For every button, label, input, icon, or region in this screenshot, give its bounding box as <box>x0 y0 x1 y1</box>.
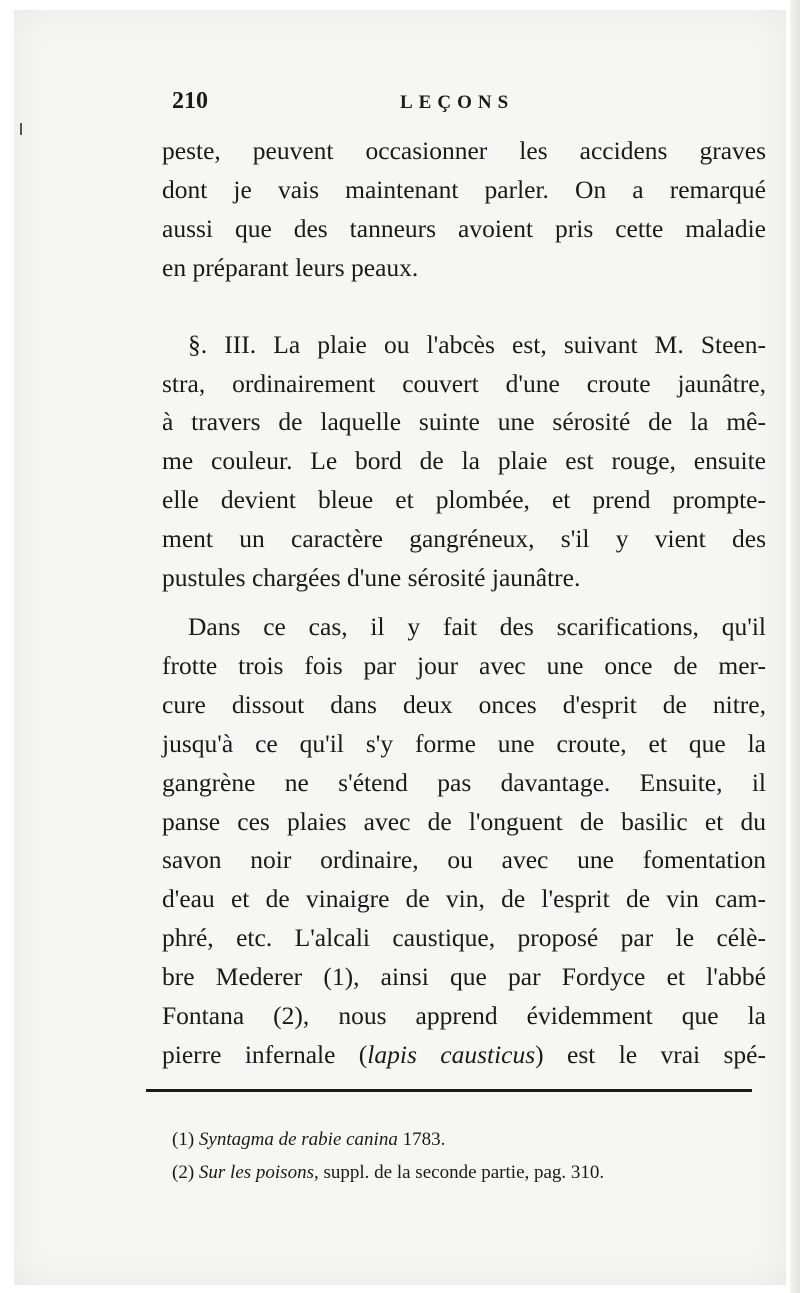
footnote <box>172 1156 772 1189</box>
body-text <box>162 132 766 1075</box>
text-line-italic-mix <box>162 1036 766 1075</box>
footnote-text: , suppl. de la seconde partie, pag. 310. <box>313 1162 605 1183</box>
text-line: §. III. La plaie ou l'abcès est, suivant M. Steen- <box>188 329 766 359</box>
footnote <box>172 1123 772 1156</box>
text-line: en préparant leurs peaux. <box>162 252 419 282</box>
text-segment: pierre infernale ( <box>162 1039 368 1069</box>
text-line: stra, ordinairement couvert d'une croute jaunâtre, <box>162 368 766 398</box>
running-head: LEÇONS <box>400 92 515 113</box>
text-line: d'eau et de vinaigre de vin, de l'esprit de vin cam- <box>162 884 766 914</box>
footnote-title: Sur les poisons <box>198 1162 314 1183</box>
text-line: me couleur. Le bord de la plaie est rouge, ensuite <box>162 446 766 476</box>
text-line: Dans ce cas, il y fait des scarifications, qu'il <box>188 611 766 641</box>
footnote-title: Syntagma de rabie canina <box>198 1129 398 1150</box>
text-line: elle devient bleue et plombée, et prend prompte- <box>162 485 766 515</box>
paragraph-gap <box>162 288 766 326</box>
footnotes <box>172 1123 772 1189</box>
text-line: aussi que des tanneurs avoient pris cette maladie <box>162 213 766 243</box>
footnote-marker: (1) <box>172 1129 195 1150</box>
text-line: phré, etc. L'alcali caustique, proposé par le célè- <box>162 923 766 953</box>
footnote-text: 1783. <box>397 1129 446 1150</box>
text-line: frotte trois fois par jour avec une once de mer- <box>162 650 766 680</box>
text-line: peste, peuvent occasionner les accidens graves <box>162 136 766 165</box>
text-line: jusqu'à ce qu'il s'y forme une croute, et que la <box>162 728 766 758</box>
text-line: pustules chargées d'une sérosité jaunâtre. <box>162 563 581 593</box>
page-header <box>172 88 772 128</box>
text-line: gangrène ne s'étend pas davantage. Ensuite, il <box>162 767 766 797</box>
italic-term: lapis causticus <box>367 1039 536 1069</box>
paragraph-gap <box>162 598 766 608</box>
text-line: Fontana (2), nous apprend évidemment que la <box>162 1001 766 1031</box>
text-line: dont je vais maintenant parler. On a remarqué <box>162 174 766 204</box>
text-line: cure dissout dans deux onces d'esprit de nitre, <box>162 689 766 719</box>
text-line: bre Mederer (1), ainsi que par Fordyce et l'abbé <box>162 962 766 992</box>
footnote-marker: (2) <box>172 1162 195 1183</box>
margin-mark <box>20 123 22 135</box>
footnote-rule <box>146 1089 752 1092</box>
text-line: ment un caractère gangréneux, s'il y vient des <box>162 524 766 554</box>
page-number: 210 <box>172 88 208 114</box>
text-line: savon noir ordinaire, ou avec une fomentation <box>162 845 766 875</box>
text-segment: ) est le vrai spé- <box>535 1039 766 1069</box>
text-line: à travers de laquelle suinte une sérosité de la mê- <box>162 407 766 437</box>
text-line: panse ces plaies avec de l'onguent de basilic et du <box>162 806 766 836</box>
page-edge-shadow <box>790 0 800 1293</box>
